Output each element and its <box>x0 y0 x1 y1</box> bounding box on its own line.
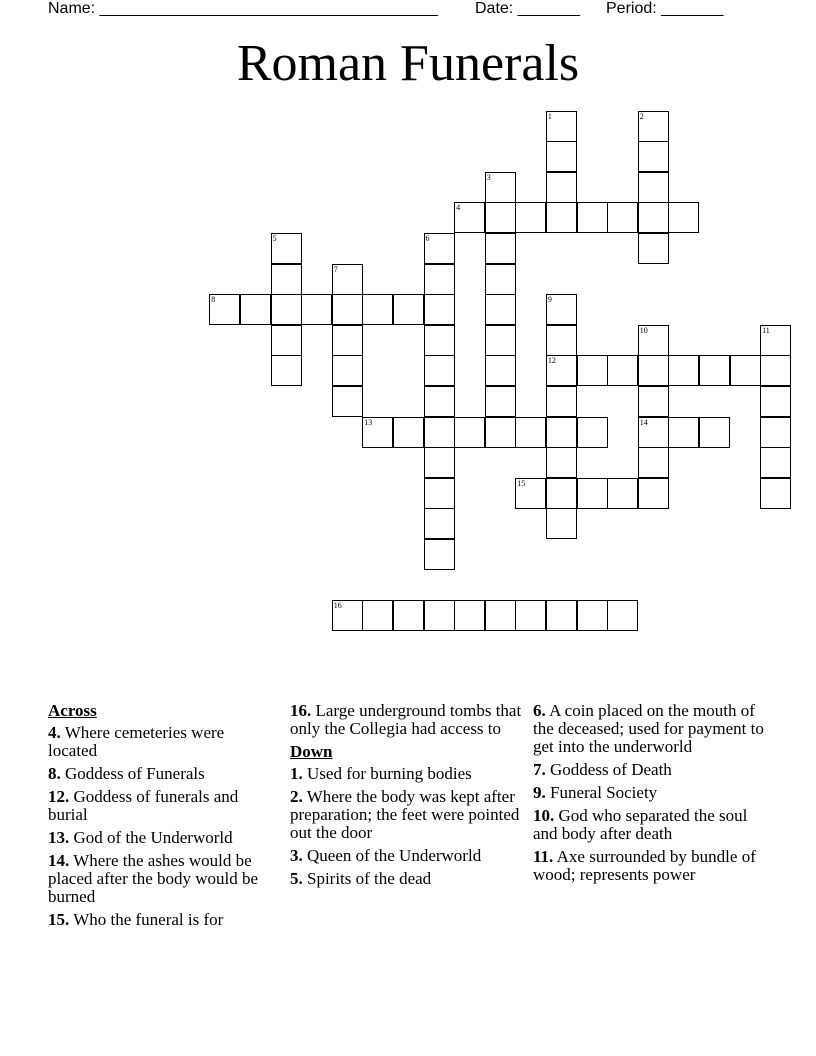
clue-across-16: 16. Large underground tombs that only the Collegia had access to <box>290 701 522 738</box>
grid-cell[interactable] <box>546 172 577 203</box>
grid-cell[interactable] <box>485 264 516 295</box>
clue-number-14: 14 <box>639 417 648 427</box>
grid-cell[interactable] <box>424 539 455 570</box>
grid-cell[interactable] <box>332 386 363 417</box>
grid-cell[interactable] <box>638 172 669 203</box>
grid-cell[interactable] <box>485 233 516 264</box>
grid-cell[interactable] <box>546 386 577 417</box>
grid-cell[interactable] <box>577 417 608 448</box>
grid-cell[interactable] <box>393 600 424 631</box>
clue-across-12: 12. Goddess of funerals and burial <box>48 787 239 824</box>
grid-cell[interactable] <box>699 417 730 448</box>
clue-number-16: 16 <box>333 601 342 611</box>
grid-cell[interactable] <box>730 355 761 386</box>
grid-cell[interactable] <box>485 294 516 325</box>
grid-cell[interactable] <box>760 478 791 509</box>
grid-cell[interactable] <box>271 325 302 356</box>
clue-number-2: 2 <box>639 111 644 121</box>
clue-down-3: 3. Queen of the Underworld <box>290 846 482 865</box>
clue-number-6: 6 <box>425 233 430 243</box>
grid-cell[interactable] <box>240 294 271 325</box>
clue-down-9: 9. Funeral Society <box>533 783 658 802</box>
grid-cell[interactable] <box>515 600 546 631</box>
clue-down-2: 2. Where the body was kept after preparation; the feet were pointed out the door <box>290 787 520 842</box>
clue-down-7: 7. Goddess of Death <box>533 760 672 779</box>
grid-cell[interactable] <box>638 141 669 172</box>
grid-cell[interactable] <box>332 355 363 386</box>
grid-cell[interactable] <box>424 264 455 295</box>
grid-cell[interactable] <box>485 355 516 386</box>
grid-cell[interactable] <box>546 447 577 478</box>
clues-column-3 <box>533 702 769 889</box>
clue-across-15: 15. Who the funeral is for <box>48 910 224 929</box>
grid-cell[interactable] <box>424 294 455 325</box>
clue-down-6: 6. A coin placed on the mouth of the deceased; used for payment to get into the underworld <box>533 701 764 756</box>
grid-cell[interactable] <box>577 202 608 233</box>
grid-cell[interactable] <box>332 294 363 325</box>
clue-across-14: 14. Where the ashes would be placed after the body would be burned <box>48 851 259 906</box>
grid-cell[interactable] <box>668 417 699 448</box>
clue-number-7: 7 <box>333 264 338 274</box>
clue-number-3: 3 <box>486 172 491 182</box>
grid-cell[interactable] <box>546 478 577 509</box>
grid-cell[interactable] <box>577 478 608 509</box>
grid-cell[interactable] <box>546 600 577 631</box>
grid-cell[interactable] <box>760 417 791 448</box>
date-field-label: Date: _______ <box>475 0 580 17</box>
grid-cell[interactable] <box>454 600 485 631</box>
grid-cell[interactable] <box>424 508 455 539</box>
down-heading: Down <box>290 742 333 761</box>
grid-cell[interactable] <box>607 355 638 386</box>
grid-cell[interactable] <box>362 294 393 325</box>
grid-cell[interactable] <box>301 294 332 325</box>
name-field-label: Name: ______________________________________ <box>48 0 438 17</box>
grid-cell[interactable] <box>760 447 791 478</box>
grid-cell[interactable] <box>668 202 699 233</box>
grid-cell[interactable] <box>424 417 455 448</box>
grid-cell[interactable] <box>271 355 302 386</box>
period-field-label: Period: _______ <box>606 0 724 17</box>
grid-cell[interactable] <box>546 325 577 356</box>
grid-cell[interactable] <box>760 386 791 417</box>
clue-down-5: 5. Spirits of the dead <box>290 869 432 888</box>
clue-number-5: 5 <box>272 233 277 243</box>
grid-cell[interactable] <box>362 600 393 631</box>
grid-cell[interactable] <box>485 325 516 356</box>
grid-cell[interactable] <box>424 386 455 417</box>
grid-cell[interactable] <box>546 202 577 233</box>
clue-number-15: 15 <box>517 478 526 488</box>
grid-cell[interactable] <box>424 478 455 509</box>
grid-cell[interactable] <box>546 141 577 172</box>
clue-across-4: 4. Where cemeteries were located <box>48 723 225 760</box>
grid-cell[interactable] <box>638 233 669 264</box>
across-heading: Across <box>48 701 97 720</box>
grid-cell[interactable] <box>424 600 455 631</box>
clue-number-10: 10 <box>639 325 648 335</box>
grid-cell[interactable] <box>668 355 699 386</box>
grid-cell[interactable] <box>699 355 730 386</box>
clue-number-1: 1 <box>547 111 552 121</box>
grid-cell[interactable] <box>638 478 669 509</box>
grid-cell[interactable] <box>577 600 608 631</box>
clue-across-8: 8. Goddess of Funerals <box>48 764 205 783</box>
grid-cell[interactable] <box>393 294 424 325</box>
clue-down-11: 11. Axe surrounded by bundle of wood; represents power <box>533 847 756 884</box>
clue-number-11: 11 <box>762 325 770 335</box>
page-title: Roman Funerals <box>236 35 580 92</box>
grid-cell[interactable] <box>515 417 546 448</box>
grid-cell[interactable] <box>424 447 455 478</box>
clue-down-1: 1. Used for burning bodies <box>290 764 472 783</box>
clue-number-9: 9 <box>547 295 552 305</box>
grid-cell[interactable] <box>760 355 791 386</box>
grid-cell[interactable] <box>454 417 485 448</box>
grid-cell[interactable] <box>546 508 577 539</box>
grid-cell[interactable] <box>332 325 363 356</box>
grid-cell[interactable] <box>485 202 516 233</box>
grid-cell[interactable] <box>485 417 516 448</box>
grid-cell[interactable] <box>485 600 516 631</box>
clue-number-12: 12 <box>547 356 556 366</box>
grid-cell[interactable] <box>515 202 546 233</box>
grid-cell[interactable] <box>546 417 577 448</box>
grid-cell[interactable] <box>485 386 516 417</box>
grid-cell[interactable] <box>638 202 669 233</box>
grid-cell[interactable] <box>607 600 638 631</box>
grid-cell[interactable] <box>607 202 638 233</box>
clues-column-2 <box>290 702 526 893</box>
grid-cell[interactable] <box>271 264 302 295</box>
grid-cell[interactable] <box>577 355 608 386</box>
clues-column-1 <box>48 702 268 934</box>
grid-cell[interactable] <box>424 355 455 386</box>
grid-cell[interactable] <box>424 325 455 356</box>
clue-across-13: 13. God of the Underworld <box>48 828 233 847</box>
grid-cell[interactable] <box>271 294 302 325</box>
grid-cell[interactable] <box>393 417 424 448</box>
grid-cell[interactable] <box>607 478 638 509</box>
grid-cell[interactable] <box>638 355 669 386</box>
grid-cell[interactable] <box>638 447 669 478</box>
clue-number-4: 4 <box>456 203 461 213</box>
clue-down-10: 10. God who separated the soul and body after death <box>533 806 748 843</box>
clue-number-13: 13 <box>364 417 373 427</box>
grid-cell[interactable] <box>638 386 669 417</box>
clue-number-8: 8 <box>211 295 216 305</box>
